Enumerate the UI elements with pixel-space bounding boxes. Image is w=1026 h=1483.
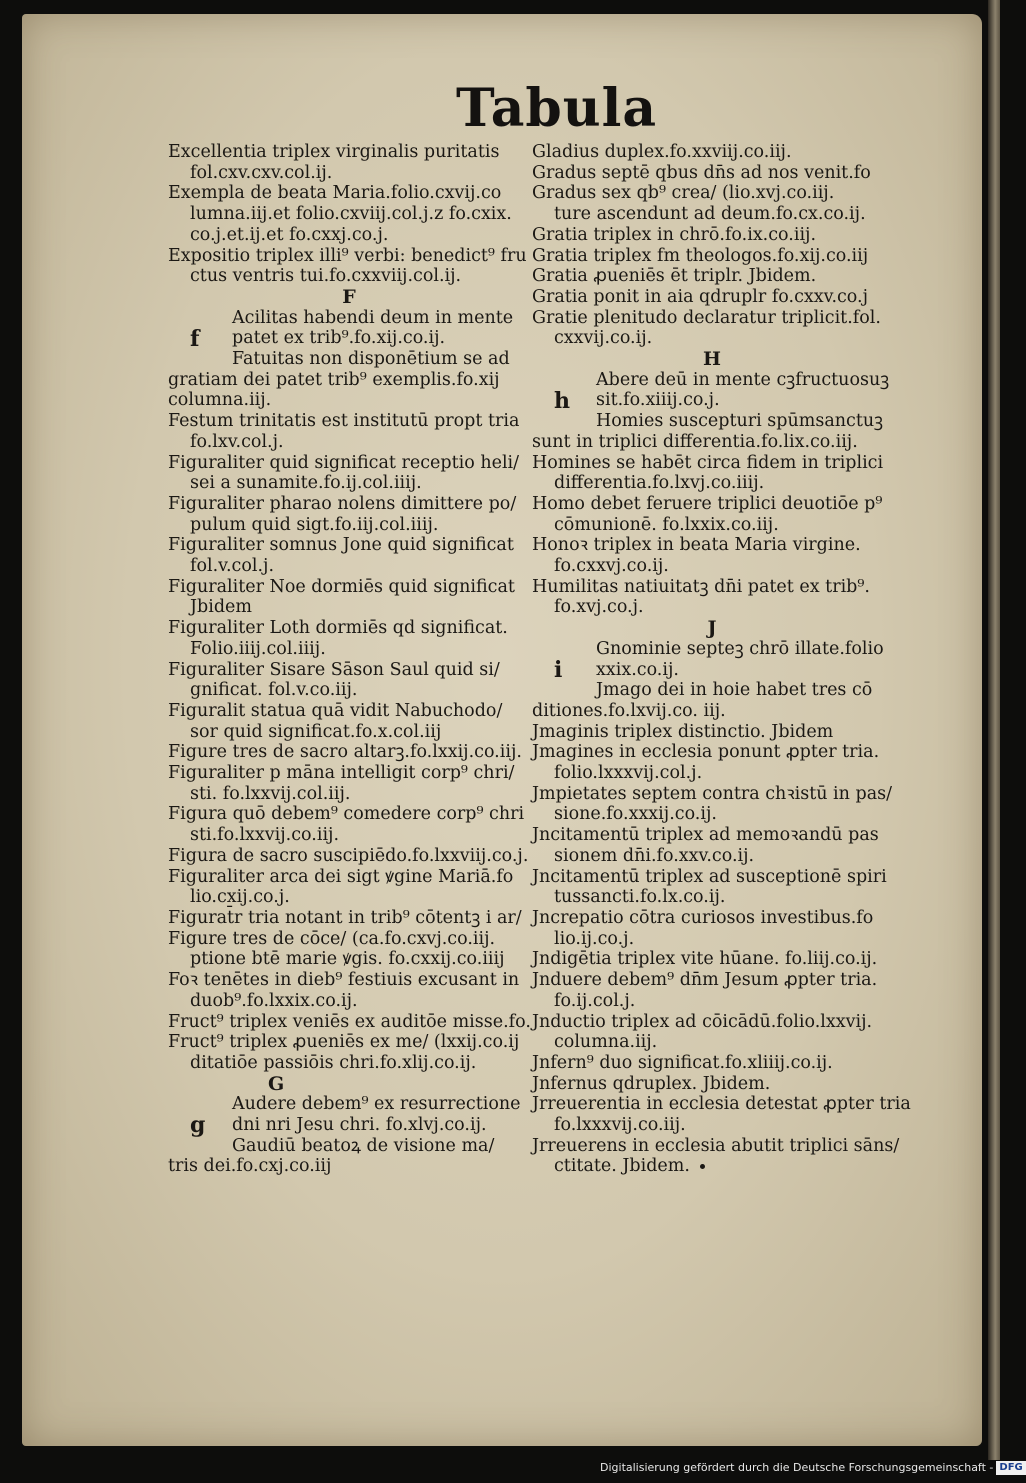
entry-line: Figuraliter pharao nolens dimittere po/ bbox=[168, 493, 517, 514]
entry-line: Gratia ponit in aia qdruplr fo.cxxv.co.j bbox=[532, 286, 869, 307]
entry-continuation: fo.lxv.col.j. bbox=[190, 431, 284, 452]
entry-continuation: gnificat. fol.v.co.iij. bbox=[190, 680, 358, 701]
entry-line: Jnduere debem⁹ dn̄m Jesum ꝓpter tria. bbox=[532, 970, 878, 991]
entry-continuation: fo.ij.col.j. bbox=[554, 990, 636, 1011]
entry-line: Jrreuerens in ecclesia abutit triplici sāns/ bbox=[532, 1135, 900, 1156]
section-line: columna.iij. bbox=[168, 390, 272, 411]
right-column bbox=[532, 142, 911, 1177]
entry-continuation: ptione btē marie ꝟgis. fo.cxxij.co.iiij bbox=[190, 949, 505, 970]
section-line: Jmago dei in hoie habet tres cō bbox=[596, 680, 873, 701]
section-line: Fatuitas non disponētium se ad bbox=[232, 349, 510, 370]
entry-continuation: sione.fo.xxxij.co.ij. bbox=[554, 804, 717, 825]
index-entry bbox=[168, 618, 530, 659]
section-line: tris dei.fo.cxj.co.iij bbox=[168, 1156, 332, 1177]
index-entry bbox=[532, 742, 892, 783]
section-line: sunt in triplici differentia.fo.lix.co.iij. bbox=[532, 431, 858, 452]
index-entry bbox=[168, 142, 530, 183]
entry-line: Figuraliter quid significat receptio heli/ bbox=[168, 452, 520, 473]
index-entry bbox=[168, 1032, 530, 1073]
index-entry bbox=[532, 453, 892, 494]
index-entry bbox=[168, 908, 530, 929]
index-entry bbox=[168, 535, 530, 576]
entry-line: Homines se habēt circa fidem in triplici bbox=[532, 452, 884, 473]
entry-line: Fruct⁹ triplex veniēs ex auditōe misse.fo. bbox=[168, 1011, 531, 1032]
index-entry bbox=[168, 804, 530, 845]
section-line: patet ex trib⁹.fo.xij.co.ij. bbox=[232, 328, 446, 349]
index-entry bbox=[168, 867, 530, 908]
index-entry bbox=[168, 577, 530, 618]
entry-line: Gratia triplex in chrō.fo.ix.co.iij. bbox=[532, 224, 817, 245]
index-entry bbox=[532, 825, 892, 866]
entry-line: Gladius duplex.fo.xxviij.co.iij. bbox=[532, 142, 792, 162]
entry-line: Figura de sacro suscipiēdo.fo.lxxviij.co.j. bbox=[168, 845, 529, 866]
section-line: Acilitas habendi deum in mente bbox=[232, 307, 514, 328]
index-entry bbox=[532, 1094, 911, 1136]
footer-text: Digitalisierung gefördert durch die Deutsche Forschungsgemeinschaft - bbox=[600, 1461, 994, 1474]
index-entry bbox=[532, 246, 892, 267]
index-entry bbox=[168, 1012, 530, 1033]
index-entry bbox=[532, 142, 892, 163]
entry-line: Jmpietates septem contra chꝛistū in pas/ bbox=[532, 783, 893, 804]
entry-continuation: fo.cxxvj.co.ij. bbox=[554, 556, 669, 577]
section-head-g: G bbox=[268, 1072, 285, 1095]
index-entry bbox=[532, 183, 892, 224]
entry-line: Figuraliter Noe dormiēs quid significat bbox=[168, 576, 515, 597]
section-line: sit.fo.xiiij.co.j. bbox=[596, 390, 720, 411]
entry-continuation: lumna.iij.et folio.cxviij.col.j.z fo.cxix. bbox=[190, 204, 512, 225]
index-entry bbox=[168, 742, 530, 763]
index-entry bbox=[532, 287, 892, 308]
entry-continuation: sti.fo.lxxvij.co.iij. bbox=[190, 825, 340, 846]
section-head-f: F bbox=[342, 285, 356, 308]
index-entry bbox=[532, 1053, 892, 1074]
entry-line: Figura quō debem⁹ comedere corp⁹ chri bbox=[168, 804, 525, 825]
index-entry bbox=[168, 453, 530, 494]
index-entry bbox=[532, 784, 892, 825]
index-entry bbox=[532, 1135, 900, 1177]
entry-line: Gratia ꝓueniēs ēt triplr. Jbidem. bbox=[532, 266, 817, 287]
section-line: Homies suscepturi spūmsanctuꝫ bbox=[596, 411, 884, 432]
entry-line: Expositio triplex illi⁹ verbi: benedict⁹ fru bbox=[168, 245, 527, 266]
initial-letter: i bbox=[554, 656, 563, 683]
book-edge bbox=[988, 0, 1000, 1460]
entry-line: Figuralit statua quā vidit Nabuchodo/ bbox=[168, 700, 503, 721]
index-entry bbox=[532, 908, 892, 949]
index-entry bbox=[532, 970, 892, 1011]
entry-line: Jncitamentū triplex ad susceptionē spiri bbox=[532, 866, 887, 887]
section-line: dni nri Jesu chri. fo.xlvj.co.ij. bbox=[232, 1115, 487, 1136]
section-line: Audere debem⁹ ex resurrectione bbox=[232, 1094, 521, 1115]
index-entry bbox=[168, 411, 530, 452]
entry-continuation: cōmunionē. fo.lxxix.co.iij. bbox=[554, 514, 779, 535]
index-entry bbox=[532, 1074, 892, 1095]
section-h-block bbox=[532, 370, 892, 453]
section-line: Abere deū in mente cꝫfructuosuꝫ bbox=[596, 369, 890, 390]
entry-continuation: fo.lxxxvij.co.iij. bbox=[554, 1115, 686, 1136]
entry-line: Humilitas natiuitatꝫ dn̄i patet ex trib⁹. bbox=[532, 576, 870, 597]
entry-continuation: ctus ventris tui.fo.cxxviij.col.ij. bbox=[190, 266, 462, 287]
entry-continuation: sti. fo.lxxvij.col.iij. bbox=[190, 783, 351, 804]
index-entry bbox=[168, 494, 530, 535]
initial-letter: g bbox=[190, 1112, 206, 1139]
entry-line: Figure tres de cōce/ (ca.fo.cxvj.co.iij. bbox=[168, 928, 496, 949]
entry-line: Excellentia triplex virginalis puritatis bbox=[168, 142, 500, 162]
footer-credit bbox=[600, 1458, 1026, 1478]
entry-continuation: ctitate. Jbidem. bbox=[532, 1156, 892, 1177]
entry-continuation: pulum quid sigt.fo.iij.col.iiij. bbox=[190, 514, 439, 535]
entry-line: Jnfernus qdruplex. Jbidem. bbox=[532, 1073, 771, 1094]
section-head-h: H bbox=[703, 348, 721, 371]
left-column bbox=[168, 142, 530, 1177]
index-entry bbox=[168, 246, 530, 287]
entry-line: Jncitamentū triplex ad memoꝛandū pas bbox=[532, 825, 879, 846]
entry-line: Exempla de beata Maria.folio.cxvij.co bbox=[168, 183, 502, 204]
section-line: ditiones.fo.lxvij.co. iij. bbox=[532, 700, 726, 721]
entry-line: Jnfern⁹ duo significat.fo.xliiij.co.ij. bbox=[532, 1052, 833, 1073]
entry-line: Jmagines in ecclesia ponunt ꝓpter tria. bbox=[532, 742, 880, 763]
entry-continuation: fol.cxv.cxv.col.ij. bbox=[190, 162, 333, 183]
entry-line: Fruct⁹ triplex ꝓueniēs ex me/ (lxxij.co.ij bbox=[168, 1032, 520, 1053]
index-entry bbox=[532, 949, 892, 970]
section-line: Gnominie septeꝫ chrō illate.folio bbox=[596, 638, 884, 659]
entry-line: Jndigētia triplex vite hūane. fo.liij.co.ij. bbox=[532, 949, 878, 970]
entry-continuation: folio.lxxxvij.col.j. bbox=[554, 763, 703, 784]
entry-line: Figuraliter somnus Jone quid significat bbox=[168, 535, 514, 556]
entry-continuation: sor quid significat.fo.x.col.iij bbox=[190, 721, 442, 742]
entry-line: Figure tres de sacro altarꝫ.fo.lxxij.co.iij. bbox=[168, 742, 522, 763]
entry-line: Figurat̄r tria notant in trib⁹ cōtentꝫ i ar/ bbox=[168, 908, 522, 928]
entry-line: Festum trinitatis est institutū propt tria bbox=[168, 411, 520, 432]
end-mark bbox=[700, 1164, 705, 1169]
entry-continuation: lio.cxij.co.j. bbox=[190, 887, 290, 908]
index-entry bbox=[168, 701, 530, 742]
index-entry bbox=[168, 846, 530, 867]
entry-line: Figuraliter arca dei sigt ꝟgine Mariā.fo bbox=[168, 866, 514, 887]
entry-line: Homo debet feruere triplici deuotiōe p⁹ bbox=[532, 493, 883, 514]
entry-line: Jmaginis triplex distinctio. Jbidem bbox=[532, 721, 834, 742]
entry-line: Gradus septē qbus dn̄s ad nos venit.fo bbox=[532, 162, 871, 183]
entry-continuation: sei a sunamite.fo.ij.col.iiij. bbox=[190, 473, 422, 494]
index-entry bbox=[532, 266, 892, 287]
entry-line: Figuraliter Sisare Sāson Saul quid si/ bbox=[168, 659, 500, 680]
entry-line: Honoꝛ triplex in beata Maria virgine. bbox=[532, 535, 861, 556]
initial-letter: h bbox=[554, 387, 570, 414]
index-entry bbox=[532, 867, 892, 908]
index-entry bbox=[532, 535, 892, 576]
index-entry bbox=[532, 225, 892, 246]
entry-continuation: fol.v.col.j. bbox=[190, 556, 275, 577]
entry-continuation: sionem dn̄i.fo.xxv.co.ij. bbox=[554, 845, 755, 866]
index-entry bbox=[532, 163, 892, 184]
entry-line: Figuraliter p māna intelligit corp⁹ chri/ bbox=[168, 763, 515, 784]
index-entry bbox=[168, 660, 530, 701]
dfg-logo: DFG bbox=[996, 1461, 1025, 1475]
entry-continuation: Jbidem bbox=[190, 597, 252, 618]
index-entry bbox=[532, 722, 892, 743]
entry-line: Figuraliter Loth dormiēs qd significat. bbox=[168, 618, 508, 639]
entry-continuation: tussancti.fo.lx.co.ij. bbox=[554, 887, 726, 908]
index-entry bbox=[168, 929, 530, 970]
section-g-block bbox=[168, 1094, 530, 1177]
entry-line: Gratie plenitudo declaratur triplicit.fol. bbox=[532, 307, 881, 328]
index-entry bbox=[532, 494, 892, 535]
section-head-i: J bbox=[707, 617, 717, 640]
entry-continuation: columna.iij. bbox=[554, 1032, 658, 1053]
entry-continuation: ditatiōe passiōis chri.fo.xlij.co.ij. bbox=[190, 1052, 477, 1073]
entry-continuation: cxxvij.co.ij. bbox=[554, 328, 653, 349]
entry-line: Foꝛ tenētes in dieb⁹ festiuis excusant in bbox=[168, 970, 520, 991]
entry-continuation: ture ascendunt ad deum.fo.cx.co.ij. bbox=[554, 204, 866, 225]
section-line: gratiam dei patet trib⁹ exemplis.fo.xij bbox=[168, 369, 500, 390]
entry-continuation: Folio.iiij.col.iiij. bbox=[190, 638, 326, 659]
index-entry bbox=[168, 970, 530, 1011]
entry-line: Gradus sex qb⁹ crea/ (lio.xvj.co.iij. bbox=[532, 183, 835, 204]
page-title: Tabula bbox=[456, 78, 658, 139]
entry-continuation: differentia.fo.lxvj.co.iiij. bbox=[554, 473, 765, 494]
initial-letter: f bbox=[190, 325, 200, 352]
index-entry bbox=[168, 183, 530, 245]
entry-line: Jncrepatio cōtra curiosos investibus.fo bbox=[532, 907, 874, 928]
entry-line: Jrreuerentia in ecclesia detestat ꝓpter tria bbox=[532, 1094, 911, 1115]
index-entry bbox=[168, 763, 530, 804]
entry-continuation: lio.ij.co.j. bbox=[554, 928, 635, 949]
index-entry bbox=[532, 577, 892, 618]
entry-continuation: fo.xvj.co.j. bbox=[554, 597, 644, 618]
section-line: Gaudiū beatoꝝ de visione ma/ bbox=[232, 1135, 495, 1156]
section-f-block bbox=[168, 308, 530, 412]
index-entry bbox=[532, 308, 892, 349]
index-entry bbox=[532, 1012, 892, 1053]
section-i-block bbox=[532, 639, 892, 722]
entry-continuation: co.j.et.ij.et fo.cxxj.co.j. bbox=[190, 224, 389, 245]
entry-line: Jnductio triplex ad cōicādū.folio.lxxvij. bbox=[532, 1011, 873, 1032]
entry-continuation: duob⁹.fo.lxxix.co.ij. bbox=[190, 990, 358, 1011]
section-line: xxix.co.ij. bbox=[596, 659, 679, 680]
entry-line: Gratia triplex fm theologos.fo.xij.co.iij bbox=[532, 245, 869, 266]
